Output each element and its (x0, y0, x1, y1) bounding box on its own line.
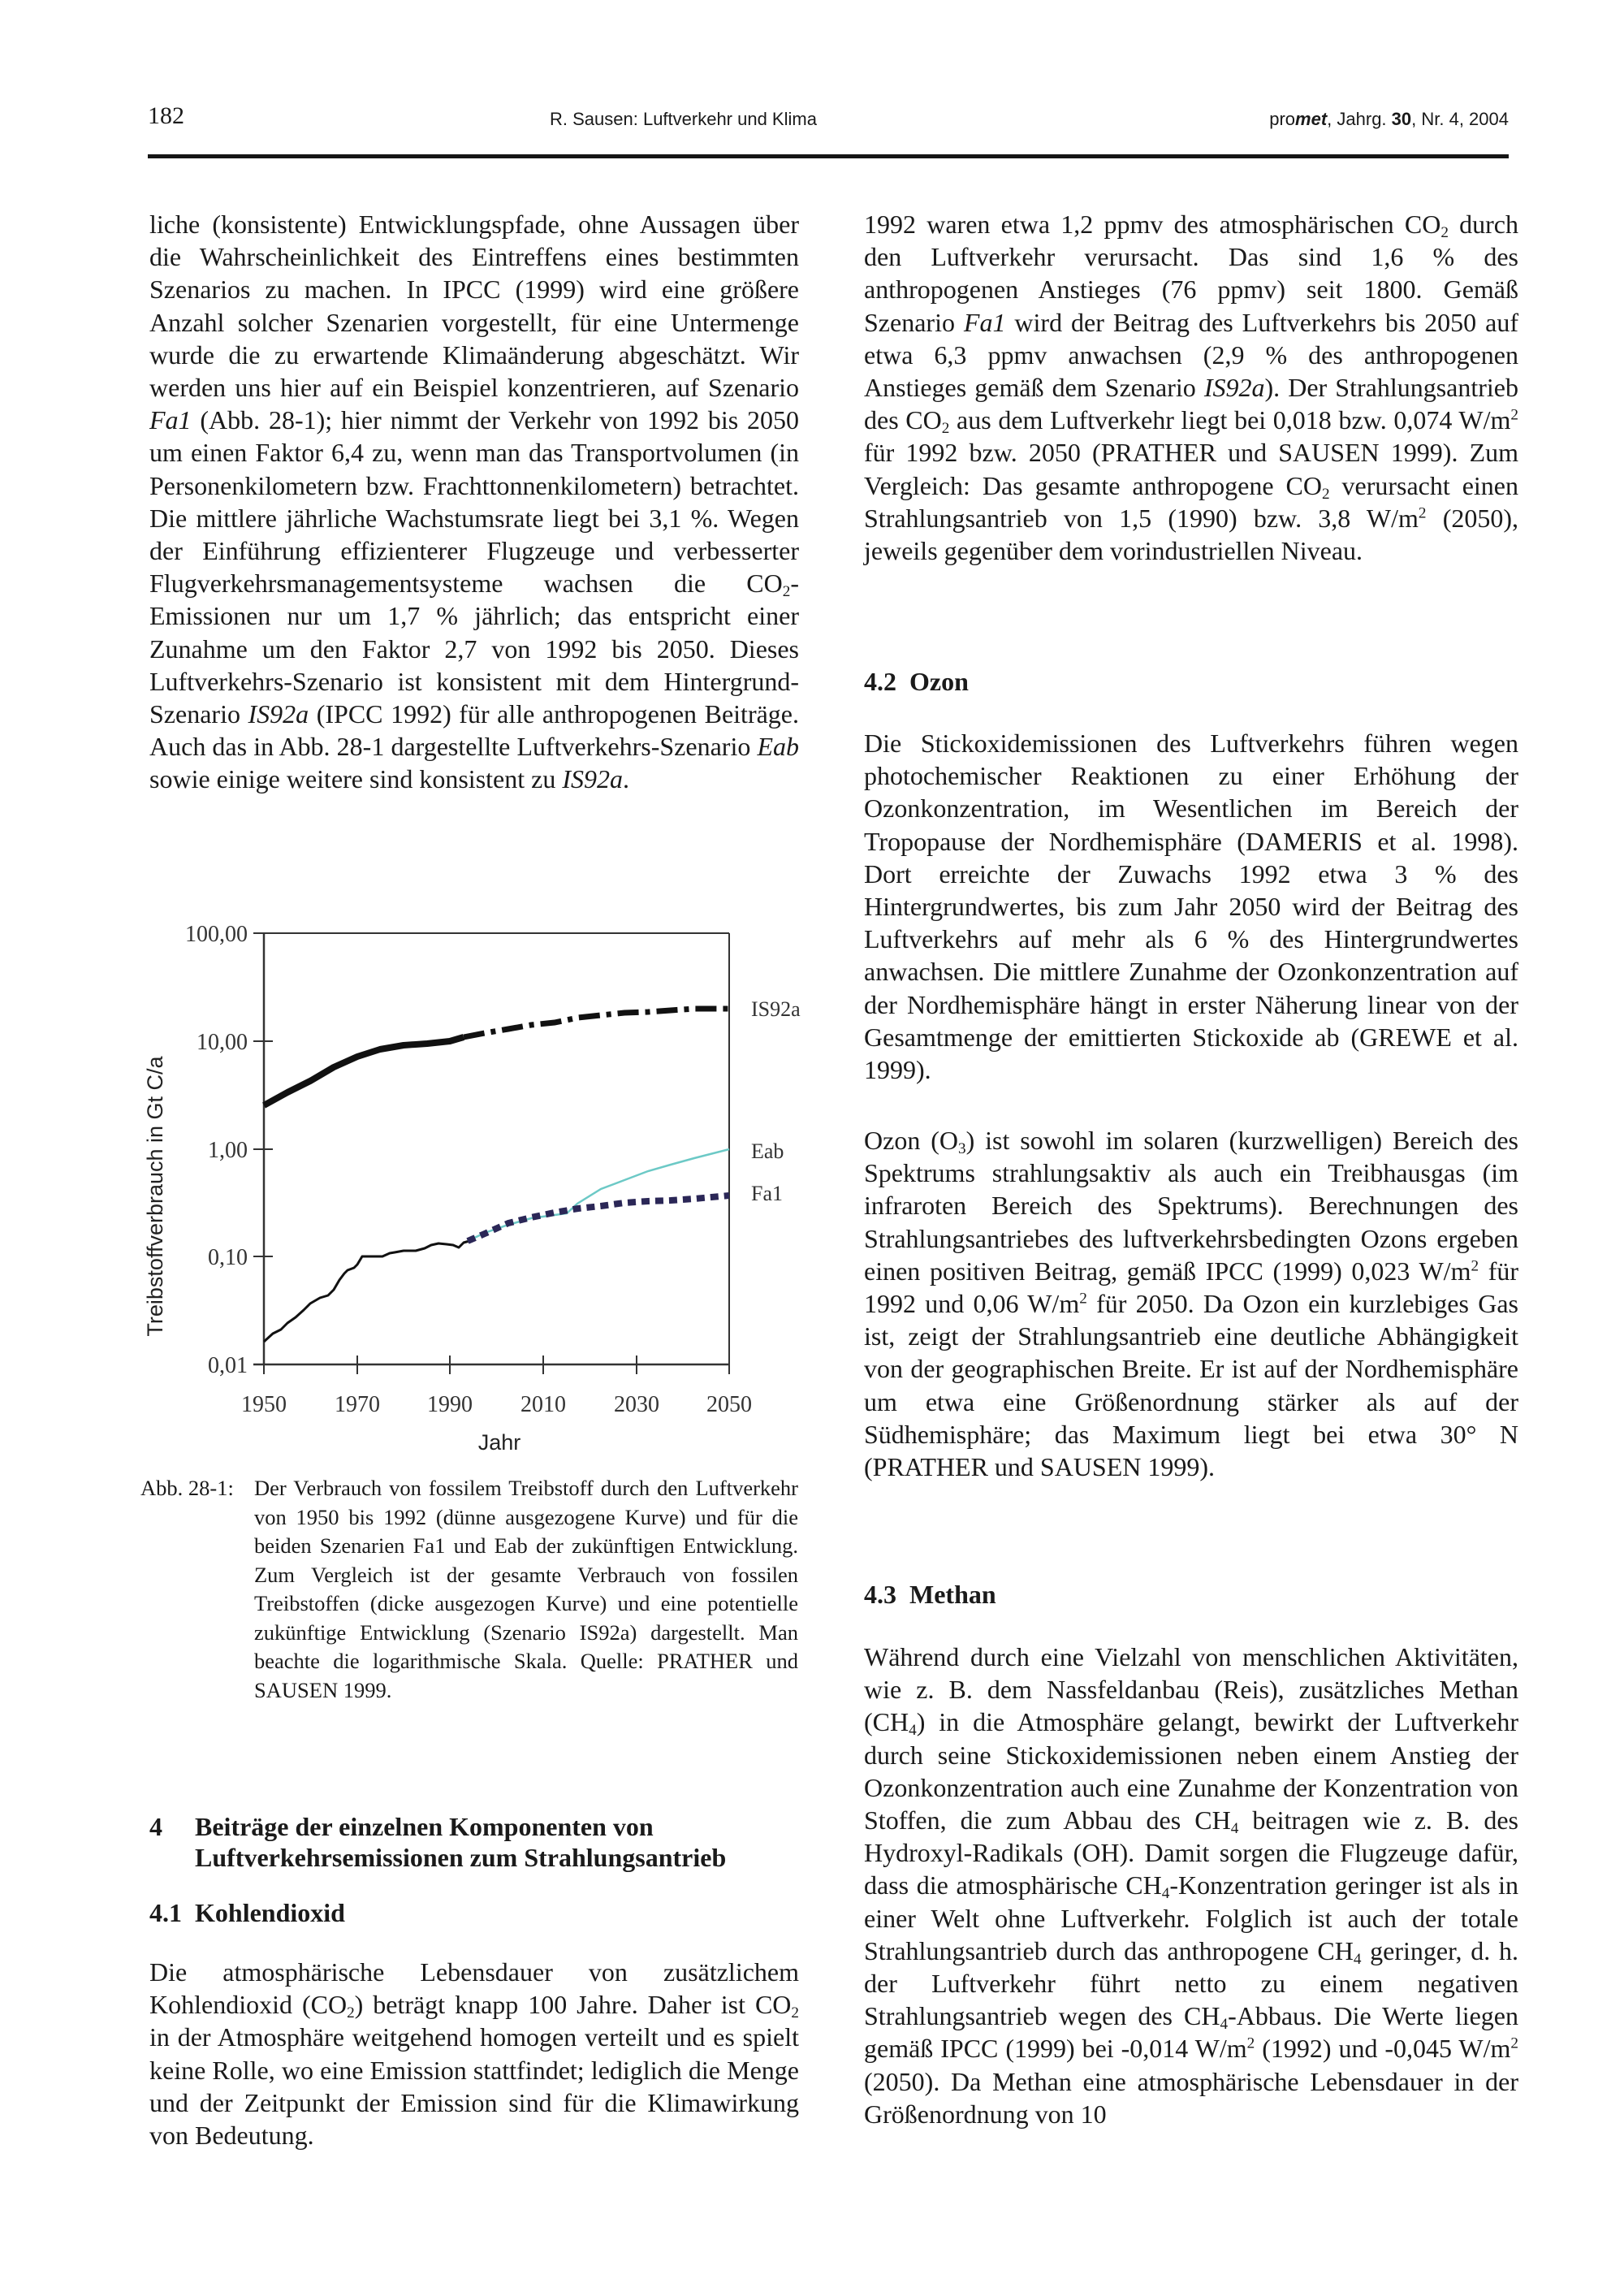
y-tick-label: 0,10 (208, 1245, 248, 1270)
text: (IPCC 1992) für alle anthropogenen Beiträge. Auch das in Abb. 28-1 dargestellte Luftverkehrs-Szenario (149, 699, 800, 762)
text: (1992) und -0,045 W/m (1255, 2034, 1511, 2064)
journal-prefix: pro (1269, 109, 1296, 129)
text-italic: IS92a (248, 699, 309, 729)
subscript: 2 (941, 420, 950, 438)
y-tick-label: 0,01 (208, 1353, 248, 1378)
text: geringer, d. h. der Luftverkehr führt netto zu einem negativen Strahlungsantrieb wegen des CH (864, 1935, 1519, 2031)
series-aviation-historical (264, 1241, 469, 1342)
text: verursacht einen Strahlungsantrieb von 1,5 (1990) bzw. 3,8 W/m (864, 470, 1519, 533)
section-title: Methan (909, 1580, 996, 1609)
x-tick-label: 1970 (335, 1392, 380, 1417)
text-italic: IS92a (1203, 373, 1265, 403)
text-italic: Fa1 (149, 405, 192, 435)
text: 1992 waren etwa 1,2 ppmv des atmosphärischen CO (864, 210, 1441, 239)
text: -Abbaus. Die Werte liegen gemäß IPCC (1999) bei -0,014 W/m (864, 2001, 1518, 2064)
section-4-3-heading (864, 1579, 996, 1610)
paragraph-co2-lifetime (149, 1956, 799, 2151)
series-fa1 (468, 1196, 729, 1241)
section-title: Kohlendioxid (195, 1898, 345, 1927)
paragraph: Die Stickoxidemissionen des Luftverkehrs führen wegen photochemischer Reaktionen zu einer Erhöhung der Ozonkonzentration, im Wesentlichen im Bereich der Tropopause der Nordhemisphäre (DAMERIS et al. 1998). Dort erreichte der Zuwachs 1992 etwa 3 % des Hintergrundwertes, bis zum Jahr 2050 wird der Beitrag des Luftverkehrs auf mehr als 6 % des Hintergrundwertes anwachsen. Die mittlere Zunahme der Ozonkonzentration auf der Nordhemisphäre hängt in erster Näherung linear von der Gesamtmenge der emittierten Stickoxide ab (GREWE et al. 1999). (864, 729, 1518, 1085)
x-tick-label: 1950 (241, 1392, 287, 1417)
x-tick-label: 2010 (520, 1392, 566, 1417)
left-column-intro (149, 208, 799, 796)
superscript: 2 (1510, 406, 1519, 424)
journal-reference (1269, 109, 1509, 130)
subscript: 2 (782, 583, 791, 601)
series-label-is92a: IS92a (751, 997, 801, 1021)
paragraph-ozone-forcing (864, 1124, 1518, 1483)
section-title: Ozon (909, 667, 969, 696)
section-4-1-heading (149, 1897, 345, 1928)
section-title: Beiträge der einzelnen Komponenten von Luftverkehrsemissionen zum Strahlungsantrieb (195, 1812, 727, 1872)
subscript: 4 (909, 1722, 917, 1740)
superscript: 2 (1471, 1257, 1479, 1275)
text: -Konzentration geringer ist als in einer Welt ohne Luftverkehr. Folglich ist auch der totale Strahlungsantrieb durch das anthropogene CH (864, 1870, 1519, 1965)
section-number: 4.1 (149, 1898, 182, 1927)
section-number: 4.3 (864, 1580, 896, 1609)
figure-caption-text: Der Verbrauch von fossilem Treibstoff durch den Luftverkehr von 1950 bis 1992 (dünne ausgezogene Kurve) und für die beiden Szenarien Fa1 und Eab der zukünftigen Entwicklung. Zum Vergleich ist der gesamte Verbrauch von fossilen Treibstoffen (dicke ausgezogen Kurve) und eine potentielle zukünftige Entwicklung (Szenario IS92a) dargestellt. Man beachte die logarithmische Skala. Quelle: PRATHER und SAUSEN 1999. (254, 1476, 798, 1702)
subscript: 4 (1161, 1885, 1170, 1903)
series-label-fa1: Fa1 (751, 1182, 783, 1205)
subscript: 2 (347, 2004, 355, 2021)
x-tick-label: 1990 (427, 1392, 473, 1417)
superscript: 2 (1510, 2034, 1519, 2052)
text: (2050). Da Methan eine atmosphärische Lebensdauer in der Größenordnung von 10 (864, 2066, 1518, 2129)
text: (2050), jeweils gegenüber dem vorindustriellen Niveau. (864, 503, 1519, 566)
subscript: 2 (1321, 485, 1330, 503)
y-axis-title: Treibstoffverbrauch in Gt C/a (143, 1056, 167, 1337)
text-italic: Fa1 (963, 307, 1006, 337)
text: ) beträgt knapp 100 Jahre. Daher ist CO (354, 1990, 792, 2020)
text: Die atmosphärische Lebensdauer von zusätzlichem Kohlendioxid (CO (149, 1957, 799, 2020)
text: durch den Luftverkehr verursacht. Das sind 1,6 % des anthropogenen Anstieges (76 ppmv) seit 1800. Gemäß Szenario (864, 210, 1519, 337)
running-title: R. Sausen: Luftverkehr und Klima (550, 109, 817, 129)
text: für 1992 bzw. 2050 (PRATHER und SAUSEN 1999). Zum Vergleich: Das gesamte anthropogene CO (864, 438, 1518, 500)
text: -Emissionen nur um 1,7 % jährlich; das entspricht einer Zunahme um den Faktor 2,7 von 1992 bis 2050. Dieses Luftverkehrs-Szenario ist konsistent mit dem Hintergrund-Szenario (149, 569, 799, 729)
paragraph (864, 1124, 1518, 1483)
paragraph-ozone-nox (864, 727, 1518, 1086)
section-number: 4 (149, 1812, 162, 1841)
text: in der Atmosphäre weitgehend homogen verteilt und es spielt keine Rolle, wo eine Emission stattfindet; lediglich die Menge und der Zeitpunkt der Emission sind für die Klimawirkung von Bedeutung. (149, 2022, 799, 2151)
x-axis-title: Jahr (477, 1430, 521, 1455)
x-tick-label: 2030 (614, 1392, 659, 1417)
superscript: 2 (1079, 1290, 1087, 1308)
x-tick-label: 2050 (706, 1392, 752, 1417)
paragraph (864, 1641, 1518, 2130)
chart-svg (130, 902, 844, 1470)
page-number: 182 (148, 102, 184, 129)
section-4-2-heading (864, 666, 969, 697)
subscript: 3 (958, 1139, 966, 1157)
journal-volume: 30 (1391, 109, 1412, 129)
text: Ozon (O (864, 1126, 958, 1155)
subscript: 4 (1220, 2016, 1229, 2034)
text: wird der Beitrag des Luftverkehrs bis 2050 auf etwa 6,3 ppmv anwachsen (2,9 % des anthropogenen Anstieges gemäß dem Szenario (864, 307, 1519, 403)
text: aus dem Luftverkehr liegt bei 0,018 bzw. 0,074 W/m (949, 405, 1511, 435)
journal-rest: , Jahrg. (1327, 109, 1392, 129)
header-rule (148, 154, 1509, 158)
figure-28-1-chart (130, 902, 844, 1470)
text-italic: Eab (757, 732, 799, 762)
text: (Abb. 28-1); hier nimmt der Verkehr von 1992 bis 2050 um einen Faktor 6,4 zu, wenn man das Transportvolumen (in Personenkilometern bzw. Frachttonnenkilometern) betrachtet. Die mittlere jährliche Wachstumsrate liegt bei 3,1 %. Wegen der Einführung effizienterer Flugzeuge und verbesserter Flugverkehrsmanagementsysteme wachsen die CO (149, 405, 799, 599)
journal-issue: , Nr. 4, 2004 (1411, 109, 1509, 129)
text: ) ist sowohl im solaren (kurzwelligen) Bereich des Spektrums strahlungsaktiv als auch ein Treibhausgas (im infraroten Bereich des Spektrums). Berechnungen des Strahlungsantriebes des luftverkehrsbedingten Ozons ergeben einen positiven Beitrag, gemäß IPCC (1999) 0,023 W/m (864, 1126, 1519, 1286)
subscript: 2 (1440, 223, 1449, 241)
series-label-eab: Eab (751, 1139, 784, 1163)
paragraph (864, 208, 1518, 567)
text: für 1992 und 0,06 W/m (864, 1256, 1518, 1319)
section-4-heading (149, 1811, 799, 1873)
superscript: 2 (1418, 504, 1427, 522)
series-is92a (464, 1009, 729, 1037)
paragraph-scenarios (149, 208, 799, 796)
figure-caption (140, 1474, 798, 1705)
journal-em: met (1295, 109, 1328, 129)
subscript: 4 (1353, 1950, 1362, 1968)
subscript: 4 (1230, 1819, 1239, 1837)
text: für 2050. Da Ozon ein kurzlebiges Gas ist, zeigt der Strahlungsantrieb eine deutliche Abhängigkeit von der geographischen Breite. Er ist auf der Nordhemisphäre um etwa eine Größenordnung stärker als auf der Südhemisphäre; das Maximum liegt bei etwa 30° N (PRATHER und SAUSEN 1999). (864, 1289, 1519, 1482)
subscript: 2 (791, 2004, 800, 2021)
text: Während durch eine Vielzahl von menschlichen Aktivitäten, wie z. B. dem Nassfeldanbau (Reis), zusätzliches Methan (CH (864, 1642, 1518, 1737)
text: sowie einige weitere sind konsistent zu (149, 764, 563, 794)
text: ) in die Atmosphäre gelangt, bewirkt der Luftverkehr durch seine Stickoxidemissionen neben einem Anstieg der Ozonkonzentration auch eine Zunahme der Konzentration von Stoffen, die zum Abbau des CH (864, 1707, 1518, 1836)
y-tick-label: 10,00 (197, 1030, 248, 1055)
paragraph-co2-aviation (864, 208, 1518, 567)
page-header (148, 102, 1509, 135)
text-italic: IS92a (562, 764, 623, 794)
figure-caption-label: Abb. 28-1: (140, 1476, 234, 1500)
superscript: 2 (1246, 2034, 1255, 2052)
text: beitragen wie z. B. des Hydroxyl-Radikals (OH). Damit sorgen die Flugzeuge dafür, dass die atmosphärische CH (864, 1805, 1519, 1900)
section-number: 4.2 (864, 667, 896, 696)
paragraph (149, 1956, 799, 2151)
text: ). Der Strahlungsantrieb des CO (864, 373, 1519, 435)
text: . (622, 764, 629, 794)
series-fossil-total (264, 1037, 464, 1105)
paragraph-methane (864, 1641, 1518, 2130)
text: liche (konsistente) Entwicklungspfade, ohne Aussagen über die Wahrscheinlichkeit des Eintreffens eines bestimmten Szenarios zu machen. In IPCC (1999) wird eine größere Anzahl solcher Szenarien vorgestellt, für eine Untermenge wurde die zu erwartende Klimaänderung abgeschätzt. Wir werden uns hier auf ein Beispiel konzentrieren, auf Szenario (149, 210, 799, 403)
y-tick-label: 1,00 (208, 1138, 248, 1163)
y-tick-label: 100,00 (185, 922, 248, 947)
